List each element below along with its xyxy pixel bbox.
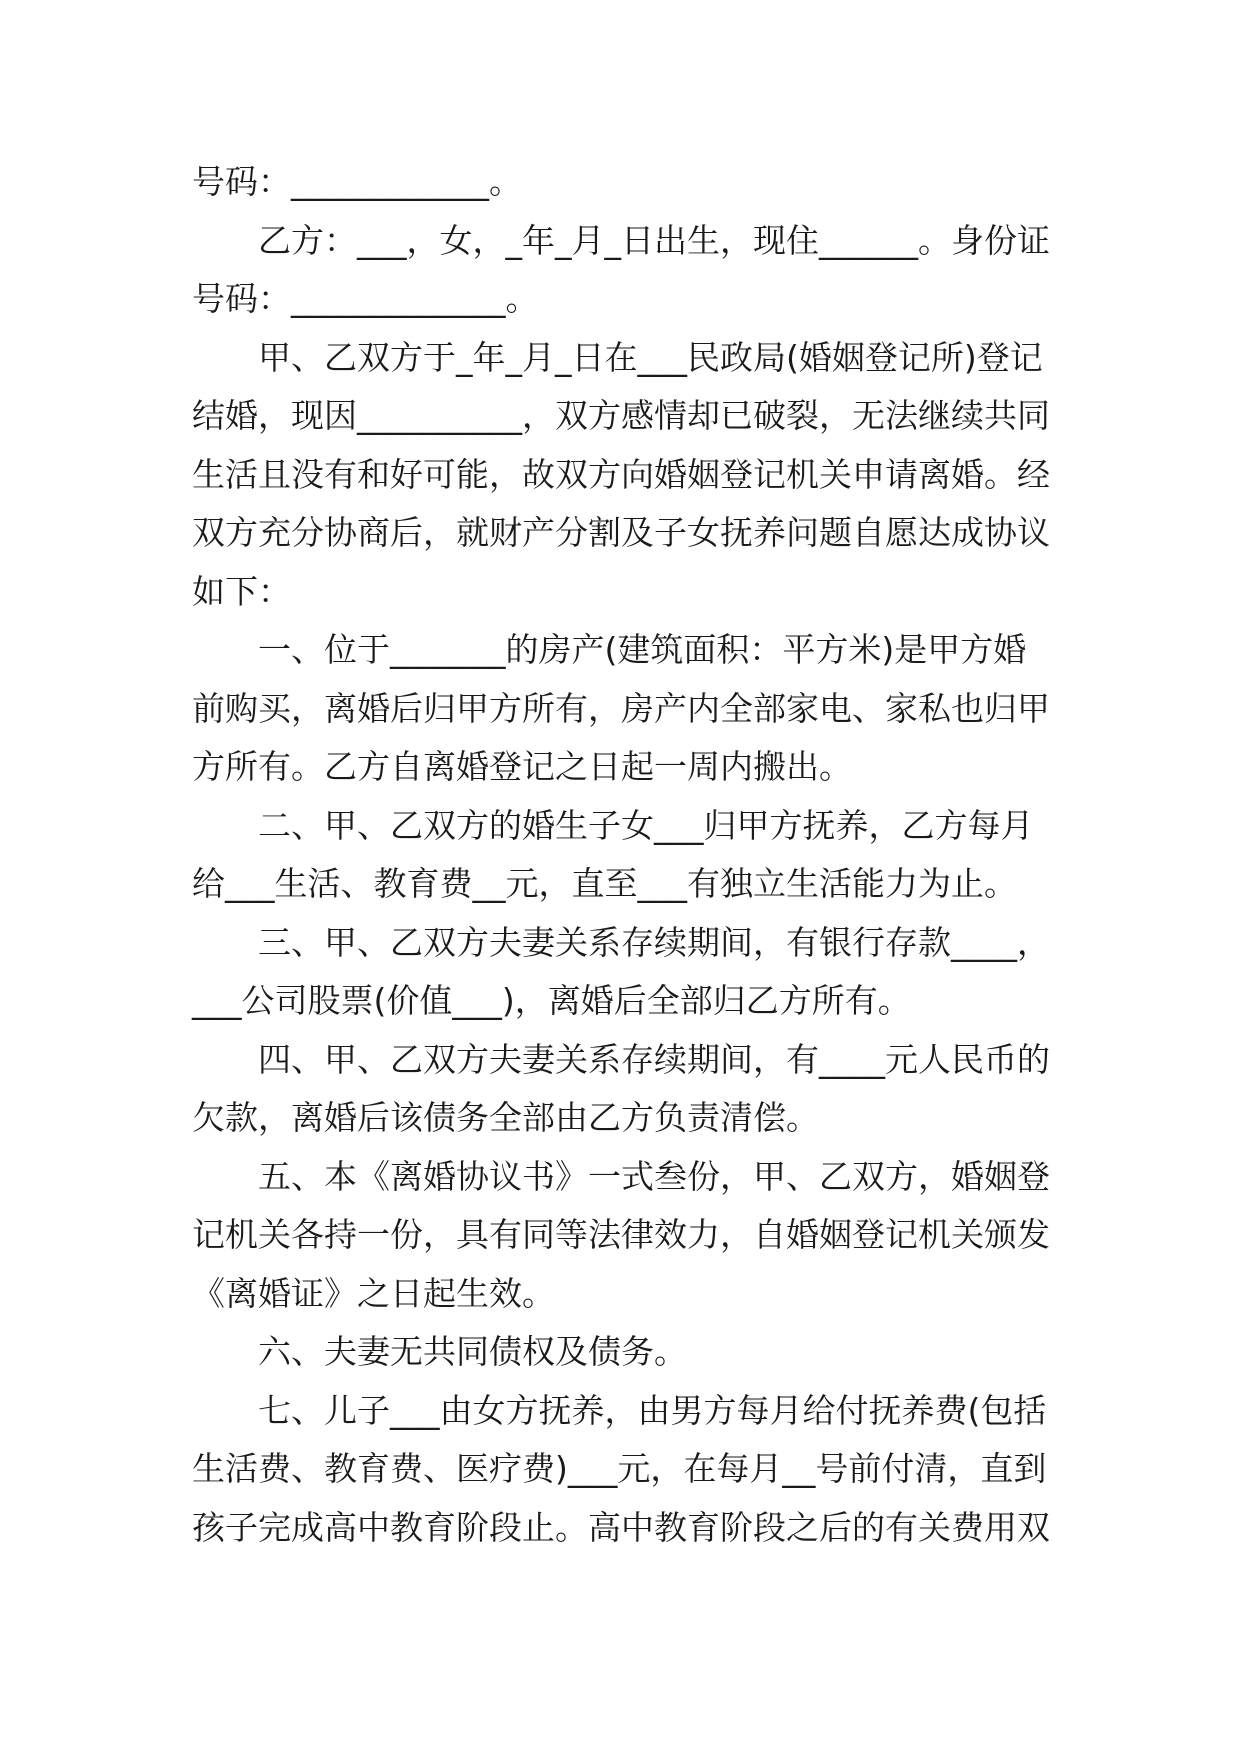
document-body (192, 153, 1052, 1557)
text-line: 欠款，离婚后该债务全部由乙方负责清偿。 (192, 1098, 819, 1137)
text-line: 四、甲、乙双方夫妻关系存续期间，有____元人民币的 (258, 1039, 1050, 1079)
text-line: 如下： (192, 571, 291, 611)
text-line: 生活且没有和好可能，故双方向婚姻登记机关申请离婚。经 (192, 454, 1050, 494)
text-line: 甲、乙双方于_年_月_日在___民政局(婚姻登记所)登记 (258, 337, 1043, 377)
text-line: 孩子完成高中教育阶段止。高中教育阶段之后的有关费用双 (192, 1507, 1050, 1547)
text-line: 二、甲、乙双方的婚生子女___归甲方抚养，乙方每月 (258, 805, 1034, 845)
text-line: 五、本《离婚协议书》一式叁份，甲、乙双方，婚姻登 (258, 1156, 1050, 1196)
text-line: 一、位于_______的房产(建筑面积：平方米)是甲方婚 (258, 630, 1027, 669)
text-line: 号码：_____________。 (192, 279, 539, 318)
text-line: 前购买，离婚后归甲方所有，房产内全部家电、家私也归甲 (192, 688, 1050, 728)
text-line: 方所有。乙方自离婚登记之日起一周内搬出。 (192, 747, 852, 786)
text-line: 结婚，现因__________，双方感情却已破裂，无法继续共同 (192, 396, 1050, 435)
text-line: 三、甲、乙双方夫妻关系存续期间，有银行存款____， (258, 922, 1050, 962)
text-line: 《离婚证》之日起生效。 (192, 1273, 555, 1313)
text-line: ___公司股票(价值___)，离婚后全部归乙方所有。 (192, 981, 911, 1020)
text-line: 六、夫妻无共同债权及债务。 (258, 1332, 687, 1371)
text-line: 给___生活、教育费__元，直至___有独立生活能力为止。 (192, 864, 1017, 903)
text-line: 七、儿子___由女方抚养，由男方每月给付抚养费(包括 (258, 1390, 1047, 1430)
text-line: 记机关各持一份，具有同等法律效力，自婚姻登记机关颁发 (192, 1215, 1050, 1254)
text-line: 号码：____________。 (192, 162, 522, 201)
text-line: 双方充分协商后，就财产分割及子女抚养问题自愿达成协议 (192, 513, 1050, 552)
text-line: 生活费、教育费、医疗费)___元，在每月__号前付清，直到 (192, 1449, 1047, 1488)
text-line: 乙方：___，女，_年_月_日出生，现住______。身份证 (258, 220, 1050, 260)
